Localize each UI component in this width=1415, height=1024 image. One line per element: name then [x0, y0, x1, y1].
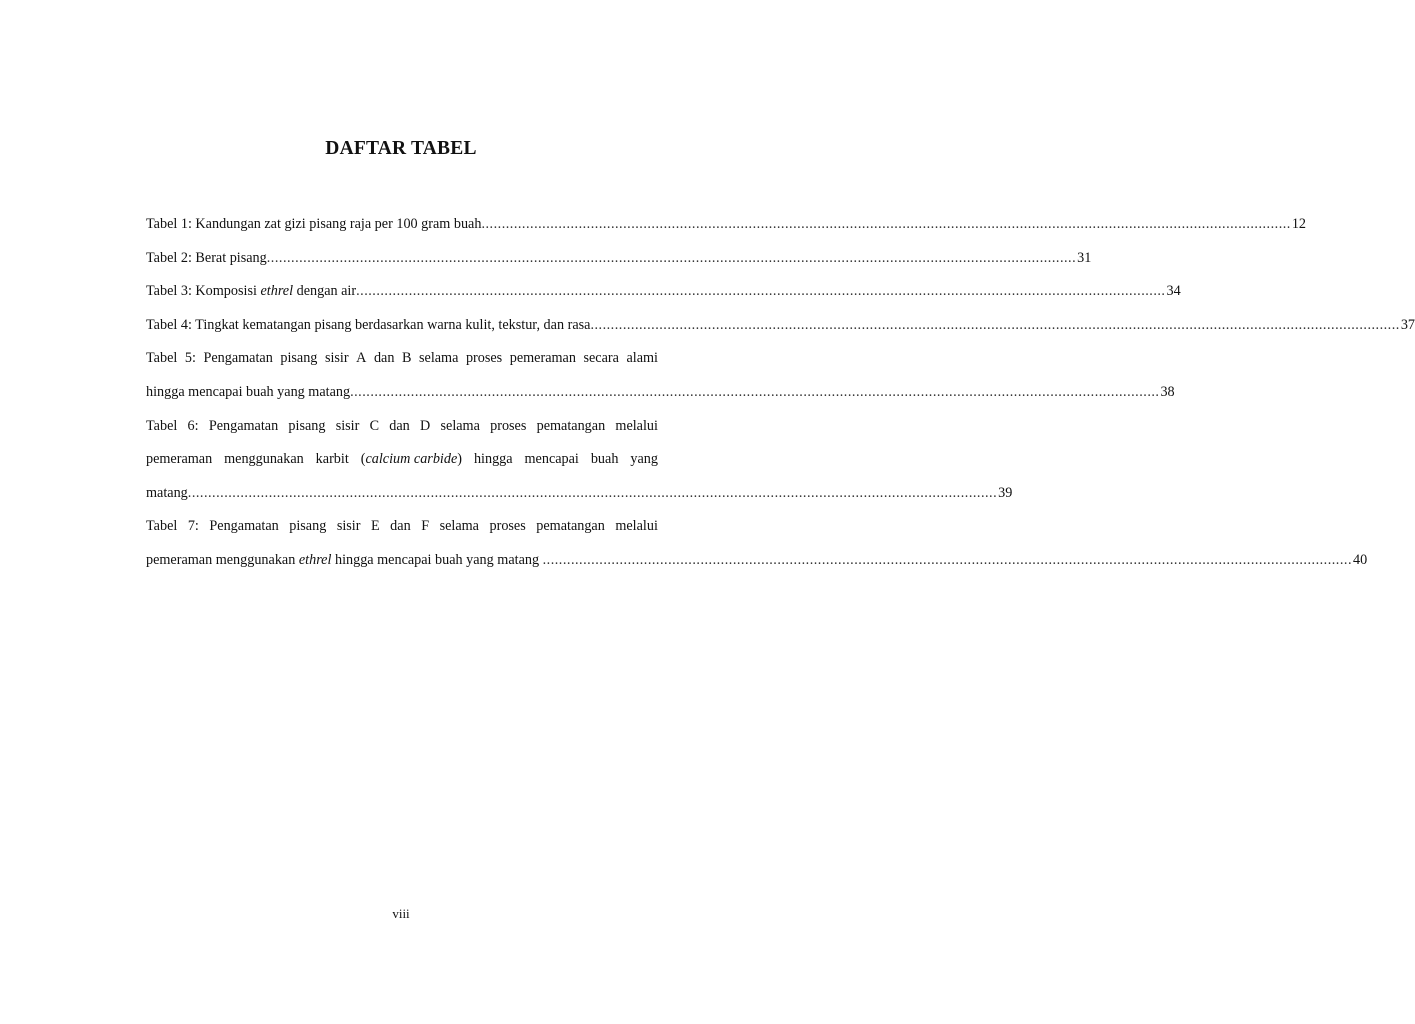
entry-text	[146, 544, 543, 578]
entry-text-pre: Tabel 3: Komposisi	[146, 283, 261, 300]
word: 7:	[187, 518, 199, 535]
entry-text: hingga mencapai buah yang matang	[146, 383, 351, 400]
entry-page-number: 12	[1291, 216, 1307, 232]
word: pemeraman	[146, 451, 213, 468]
word: sisir	[336, 518, 361, 535]
entry-page-number: 34	[1166, 283, 1181, 300]
dot-leader: ........................................................................................................................................................................................................	[350, 383, 1160, 400]
word: A	[356, 350, 367, 367]
word: dan	[390, 518, 411, 535]
word: yang	[630, 451, 658, 468]
entry-text: Tabel 1: Kandungan zat gizi pisang raja per 100 gram buah	[146, 216, 482, 232]
dot-leader: ........................................................................................................................................................................................................	[187, 484, 998, 501]
word: alami	[626, 350, 658, 367]
word: selama	[419, 350, 459, 367]
word: sisir	[335, 417, 360, 434]
entry-page-number: 38	[1160, 383, 1175, 400]
dot-leader: ........................................................................................................................................................................................................	[356, 283, 1166, 300]
word-group	[361, 443, 462, 477]
word: pemeraman	[509, 350, 576, 367]
entry-line-2	[146, 376, 1175, 410]
dot-leader: ........................................................................................................................................................................................................	[266, 249, 1077, 266]
word-italic: calcium carbide	[365, 451, 458, 468]
toc-entry-tabel-6[interactable]	[146, 410, 1013, 511]
word: F	[421, 518, 430, 535]
word: B	[401, 350, 412, 367]
entry-line-2	[146, 544, 1368, 578]
word: (	[360, 451, 366, 468]
entry-text-italic: ethrel	[260, 283, 294, 300]
word: Pengamatan	[203, 350, 273, 367]
entry-line-3	[146, 477, 1013, 511]
toc-entry-tabel-4[interactable]	[146, 309, 1415, 343]
entry-text-post: dengan air	[293, 283, 357, 300]
entry-line-1	[146, 410, 658, 444]
entry-page-number: 31	[1077, 249, 1092, 266]
word: Pengamatan	[208, 417, 279, 434]
dot-leader: ........................................................................................................................................................................................................	[481, 216, 1291, 232]
word: secara	[583, 350, 619, 367]
word: C	[369, 417, 380, 434]
word: 6:	[187, 417, 199, 434]
word: karbit	[315, 451, 349, 468]
word: )	[457, 451, 462, 468]
entry-text: Tabel 4: Tingkat kematangan pisang berdasarkan warna kulit, tekstur, dan rasa	[146, 316, 591, 333]
word: dan	[373, 350, 395, 367]
toc-entry-tabel-7[interactable]	[146, 510, 1368, 577]
table-of-contents	[146, 208, 1415, 578]
entry-text-pre: pemeraman menggunakan	[146, 551, 299, 568]
entry-text-italic: ethrel	[298, 551, 332, 568]
entry-line-1	[146, 342, 658, 376]
entry-page-number: 37	[1400, 316, 1415, 333]
entry-text: Tabel 2: Berat pisang	[146, 249, 267, 266]
toc-entry-tabel-2[interactable]	[146, 242, 1092, 276]
dot-leader: ........................................................................................................................................................................................................	[590, 316, 1400, 333]
word: buah	[590, 451, 619, 468]
toc-entry-tabel-1[interactable]	[146, 208, 1307, 242]
entry-text	[146, 275, 356, 309]
entry-text-post: hingga mencapai buah yang matang	[331, 551, 543, 568]
word: pisang	[288, 417, 326, 434]
word: selama	[440, 417, 480, 434]
page-number-footer: viii	[392, 906, 410, 921]
word: Tabel	[146, 518, 178, 535]
word: pematangan	[536, 417, 606, 434]
toc-entry-tabel-3[interactable]	[146, 275, 1181, 309]
entry-page-number: 39	[998, 484, 1013, 501]
word: D	[420, 417, 431, 434]
word: Tabel	[146, 417, 178, 434]
word: selama	[439, 518, 479, 535]
word: melalui	[615, 417, 658, 434]
word: sisir	[324, 350, 349, 367]
word: Tabel	[146, 350, 178, 367]
entry-text: matang	[146, 484, 188, 501]
word: 5:	[184, 350, 196, 367]
word: proses	[489, 518, 526, 535]
word: hingga	[473, 451, 513, 468]
word: E	[370, 518, 380, 535]
entry-page-number: 40	[1352, 551, 1368, 568]
toc-entry-tabel-5[interactable]	[146, 342, 1175, 409]
entry-line-2	[146, 443, 658, 477]
word: proses	[490, 417, 527, 434]
word: melalui	[615, 518, 658, 535]
word: proses	[465, 350, 503, 367]
page-title: DAFTAR TABEL	[325, 138, 477, 159]
word: mencapai	[524, 451, 579, 468]
word: dan	[389, 417, 410, 434]
word: pematangan	[536, 518, 605, 535]
word: pisang	[289, 518, 327, 535]
word: pisang	[280, 350, 318, 367]
word: menggunakan	[224, 451, 304, 468]
dot-leader: ........................................................................................................................................................................................................	[542, 551, 1352, 568]
word: Pengamatan	[209, 518, 279, 535]
entry-line-1	[146, 510, 658, 544]
